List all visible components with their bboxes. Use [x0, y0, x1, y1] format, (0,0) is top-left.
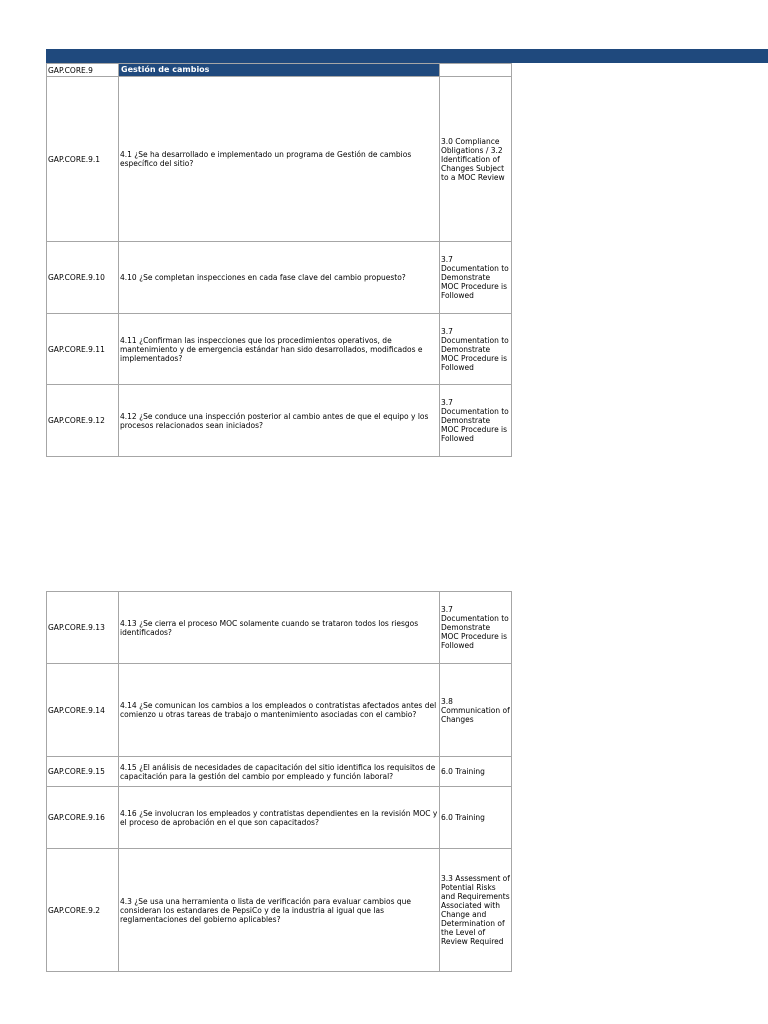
row-code: GAP.CORE.9.14 [47, 664, 119, 757]
row-code: GAP.CORE.9.1 [47, 77, 119, 242]
row-reference: 3.0 Compliance Obligations / 3.2 Identification of Changes Subject to a MOC Review [440, 77, 512, 242]
table-row [47, 385, 512, 457]
row-reference: 3.7 Documentation to Demonstrate MOC Procedure is Followed [440, 314, 512, 385]
row-code: GAP.CORE.9.2 [47, 849, 119, 972]
row-code: GAP.CORE.9.15 [47, 757, 119, 787]
section-code: GAP.CORE.9 [47, 64, 119, 77]
section-header-row [47, 64, 512, 77]
top-header-band [46, 49, 768, 63]
row-question: 4.10 ¿Se completan inspecciones en cada fase clave del cambio propuesto? [119, 242, 440, 314]
row-reference: 3.3 Assessment of Potential Risks and Requirements Associated with Change and Determination of the Level of Review Required [440, 849, 512, 972]
row-question: 4.11 ¿Confirman las inspecciones que los procedimientos operativos, de mantenimiento y de emergencia estándar han sido desarrollados, modificados e implementados? [119, 314, 440, 385]
table-row [47, 242, 512, 314]
row-code: GAP.CORE.9.13 [47, 592, 119, 664]
row-code: GAP.CORE.9.16 [47, 787, 119, 849]
row-reference: 3.8 Communication of Changes [440, 664, 512, 757]
row-question: 4.1 ¿Se ha desarrollado e implementado un programa de Gestión de cambios específico del sitio? [119, 77, 440, 242]
row-question: 4.12 ¿Se conduce una inspección posterior al cambio antes de que el equipo y los procesos relacionados sean iniciados? [119, 385, 440, 457]
row-question: 4.15 ¿El análisis de necesidades de capacitación del sitio identifica los requisitos de capacitación para la gestión del cambio por empleado y función laboral? [119, 757, 440, 787]
row-question: 4.3 ¿Se usa una herramienta o lista de verificación para evaluar cambios que consideran los estandares de PepsiCo y de la industria al igual que las reglamentaciones del gobierno aplicables? [119, 849, 440, 972]
row-code: GAP.CORE.9.12 [47, 385, 119, 457]
row-question: 4.16 ¿Se involucran los empleados y contratistas dependientes en la revisión MOC y el proceso de aprobación en el que son capacitados? [119, 787, 440, 849]
table-row [47, 787, 512, 849]
row-reference: 3.7 Documentation to Demonstrate MOC Procedure is Followed [440, 385, 512, 457]
table-row [47, 77, 512, 242]
row-question: 4.13 ¿Se cierra el proceso MOC solamente cuando se trataron todos los riesgos identificados? [119, 592, 440, 664]
table-row [47, 664, 512, 757]
row-reference: 3.7 Documentation to Demonstrate MOC Procedure is Followed [440, 242, 512, 314]
row-reference: 3.7 Documentation to Demonstrate MOC Procedure is Followed [440, 592, 512, 664]
row-code: GAP.CORE.9.11 [47, 314, 119, 385]
table-row [47, 592, 512, 664]
section-reference-empty [440, 64, 512, 77]
table-row [47, 314, 512, 385]
table-row [47, 849, 512, 972]
checklist-table-1 [46, 63, 512, 457]
checklist-table-2 [46, 591, 512, 972]
table-row [47, 757, 512, 787]
row-reference: 6.0 Training [440, 787, 512, 849]
row-reference: 6.0 Training [440, 757, 512, 787]
row-question: 4.14 ¿Se comunican los cambios a los empleados o contratistas afectados antes del comienzo u otras tareas de trabajo o mantenimiento asociadas con el cambio? [119, 664, 440, 757]
row-code: GAP.CORE.9.10 [47, 242, 119, 314]
section-title: Gestión de cambios [119, 64, 440, 77]
